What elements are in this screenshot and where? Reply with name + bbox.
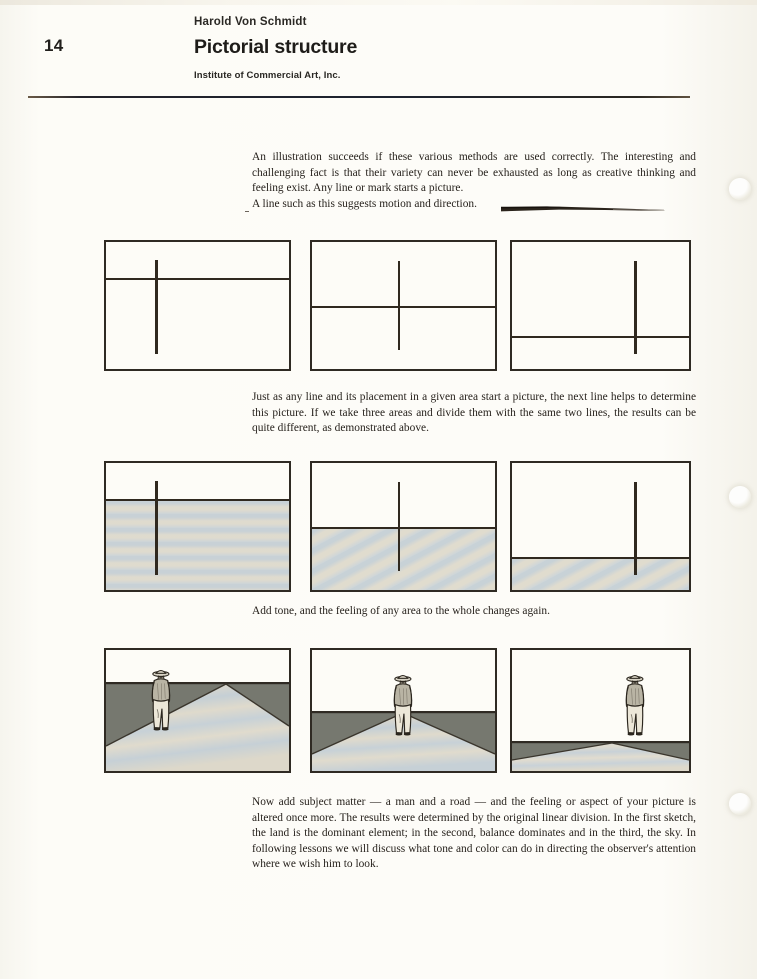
paragraph-line-demo-text: A line such as this suggests motion and direction.	[252, 197, 477, 210]
page-header	[0, 0, 757, 100]
paragraph-intro	[252, 150, 696, 212]
horizon-line	[512, 557, 689, 559]
page-number: 14	[44, 36, 64, 55]
vertical-line	[155, 481, 157, 575]
binder-hole	[729, 793, 751, 815]
horizon-line	[312, 306, 495, 308]
scene-sky-dominant	[512, 650, 689, 771]
horizon-line	[312, 527, 495, 529]
figure-row2-panel-1	[104, 461, 291, 592]
tone-fill-diagonal	[512, 558, 689, 590]
figure-row2-panel-3	[510, 461, 691, 592]
tone-fill-horizontal	[106, 500, 289, 590]
vertical-line	[634, 261, 636, 354]
paragraph-line-placement: Just as any line and its placement in a given area start a picture, the next line helps to determine this picture. If we take three areas and divide them with the same two lines, the results can be quite different, as demonstrated above.	[252, 391, 696, 435]
paragraph-add-tone: Add tone, and the feeling of any area to the whole changes again.	[252, 605, 550, 617]
paragraph-intro-text: An illustration succeeds if these various methods are used correctly. The interesting and challenging fact is that their variety can never be exhausted as long as creative thinking and feeling exist. Any line or mark starts a picture.	[252, 151, 696, 195]
page-title: Pictorial structure	[194, 36, 358, 58]
header-divider-rule	[28, 96, 690, 98]
vertical-line	[155, 260, 157, 354]
paragraph-subject-matter: Now add subject matter — a man and a road — and the feeling or aspect of your picture is altered once more. The results were determined by the original linear division. In the first sketch, the land is the dominant element; in the second, balance dominates and in the third, the sky. In following lessons we will discuss what tone and color can do in directing the observer's attention where we wish him to look.	[252, 796, 696, 871]
brush-stroke-illustration	[501, 205, 665, 214]
author-name: Harold Von Schmidt	[194, 16, 307, 28]
horizon-line	[512, 336, 689, 338]
binder-hole	[729, 486, 751, 508]
figure-row1-panel-2	[310, 240, 497, 371]
horizon-line	[106, 499, 289, 501]
vertical-line	[634, 482, 636, 575]
vertical-line	[398, 261, 400, 350]
figure-row3-panel-3	[510, 648, 691, 773]
scene-balance-dominant	[312, 650, 495, 771]
vertical-line	[398, 482, 400, 571]
figure-row1-panel-3	[510, 240, 691, 371]
figure-row3-panel-1	[104, 648, 291, 773]
binder-hole	[729, 178, 751, 200]
scene-land-dominant	[106, 650, 289, 771]
figure-row1-panel-1	[104, 240, 291, 371]
figure-row3-panel-2	[310, 648, 497, 773]
margin-tick-mark	[245, 211, 249, 212]
publisher-imprint: Institute of Commercial Art, Inc.	[194, 70, 341, 81]
tone-fill-diagonal	[312, 528, 495, 590]
figure-row2-panel-2	[310, 461, 497, 592]
horizon-line	[106, 278, 289, 280]
